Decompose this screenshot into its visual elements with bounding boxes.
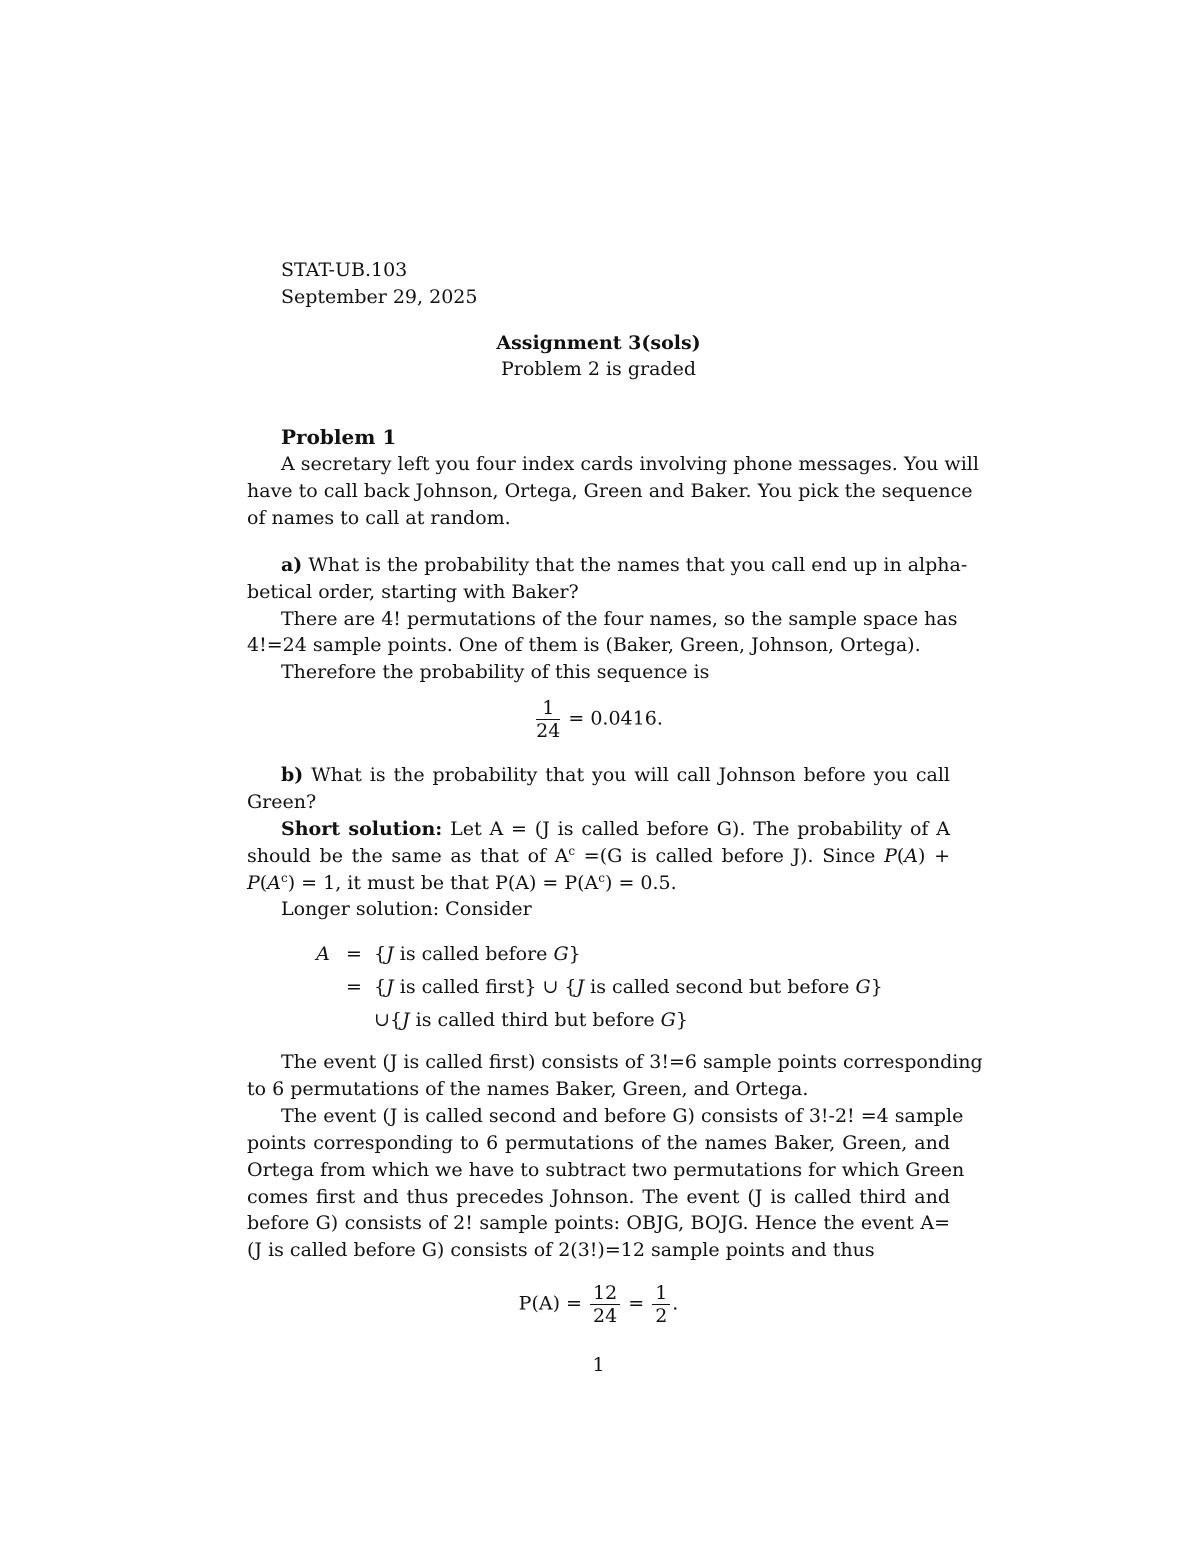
align-row-2-rhs: {J is called first} ∪ {J is called second but before G} (374, 976, 883, 998)
intro-line-1: A secretary left you four index cards involving phone messages. You will (281, 453, 979, 475)
event-paragraph-2-line-3: Ortega from which we have to subtract two permutations for which Green (247, 1159, 965, 1181)
part-b-question-line-1 (281, 762, 950, 789)
part-a-equation-rhs: = 0.0416. (568, 707, 663, 730)
align-row-2: = {J is called first} ∪ {J is called second but before G} (346, 976, 883, 998)
event-paragraph-1-line-2: to 6 permutations of the names Baker, Green, and Ortega. (247, 1078, 809, 1100)
part-a-equation (247, 697, 950, 742)
intro-line-3: of names to call at random. (247, 507, 511, 529)
part-a-label: a) (281, 554, 303, 576)
assignment-subtitle: Problem 2 is graded (501, 358, 696, 380)
short-solution-line-1 (281, 816, 950, 843)
short-solution-text-2: should be the same as that of A (247, 845, 569, 867)
final-equation-lhs: P(A) = (518, 1292, 582, 1315)
part-a-solution-line-3: Therefore the probability of this sequence is (281, 661, 710, 683)
part-a-question-line-2: betical order, starting with Baker? (247, 581, 579, 603)
intro-line-2: have to call back Johnson, Ortega, Green and Baker. You pick the sequence (247, 480, 973, 502)
short-solution-line-2: should be the same as that of $A^c =(G$ is called before J). Since P(A) + (247, 844, 950, 867)
align-row-3 (312, 1004, 688, 1037)
short-solution-line-3: $P(A^c) = 1$, it must be that $P(A) = P(A^c) = 0.5$. (247, 871, 677, 894)
short-solution-label: Short solution: (281, 818, 443, 840)
part-a-fraction-numerator: 1 (536, 697, 560, 720)
part-a-fraction (536, 697, 560, 742)
course-code: STAT-UB.103 (281, 259, 408, 281)
event-paragraph-2-line-5: before G) consists of 2! sample points: OBJG, BOJG. Hence the event A= (247, 1212, 950, 1234)
event-paragraph-2-line-4: comes first and thus precedes Johnson. The event (J is called third and (247, 1186, 950, 1208)
page-number: 1 (592, 1354, 605, 1376)
part-a-question-text: What is the probability that the names that you call end up in alpha- (308, 554, 968, 576)
final-fraction-2-numerator: 1 (652, 1282, 670, 1305)
part-a-solution-line-2: 4!=24 sample points. One of them is (Baker, Green, Johnson, Ortega). (247, 634, 921, 656)
part-a-fraction-denominator: 24 (536, 720, 561, 742)
short-solution-text-1: Let A = (J is called before G). The probability of A (450, 818, 950, 840)
problem-1-heading: Problem 1 (281, 425, 397, 449)
event-paragraph-1-line-1: The event (J is called first) consists of 3!=6 sample points corresponding (281, 1051, 983, 1073)
final-fraction-1-denominator: 24 (593, 1305, 618, 1327)
part-a-solution-line-1: There are 4! permutations of the four names, so the sample space has (281, 608, 958, 630)
final-equation: P(A) = $\frac{12}{24}$ = $\frac{1}{2}$ . (518, 1282, 679, 1327)
longer-solution-intro: Longer solution: Consider (281, 898, 532, 920)
date: September 29, 2025 (281, 286, 478, 308)
assignment-title: Assignment 3(sols) (496, 332, 701, 354)
event-paragraph-2-line-2: points corresponding to 6 permutations of the names Baker, Green, and (247, 1132, 950, 1154)
final-fraction-1 (590, 1282, 620, 1327)
short-solution-text-3b: ) = 0.5. (605, 872, 677, 894)
final-fraction-1-numerator: 12 (590, 1282, 620, 1305)
final-fraction-2-denominator: 2 (655, 1305, 668, 1327)
align-lhs: A (316, 943, 330, 965)
part-b-label: b) (281, 764, 304, 786)
event-paragraph-2-line-1: The event (J is called second and before G) consists of 3!-2! =4 sample (281, 1105, 964, 1127)
event-paragraph-2-line-6: (J is called before G) consists of 2(3!)=12 sample points and thus (247, 1239, 875, 1261)
align-row-1: A = {J is called before G} (316, 943, 581, 965)
align-row-1-rhs: {J is called before G} (374, 943, 581, 965)
part-b-question-line-2: Green? (247, 791, 317, 813)
part-b-question-text: What is the probability that you will call Johnson before you call (311, 764, 950, 786)
part-a-question-line-1 (281, 552, 968, 579)
short-solution-text-2b: =(G is called before J). Since (575, 845, 885, 867)
short-solution-text-3: P(A) = P(A (495, 872, 599, 894)
align-row-3-rhs: ∪{J is called third but before G} (374, 1009, 688, 1031)
final-fraction-2 (652, 1282, 670, 1327)
